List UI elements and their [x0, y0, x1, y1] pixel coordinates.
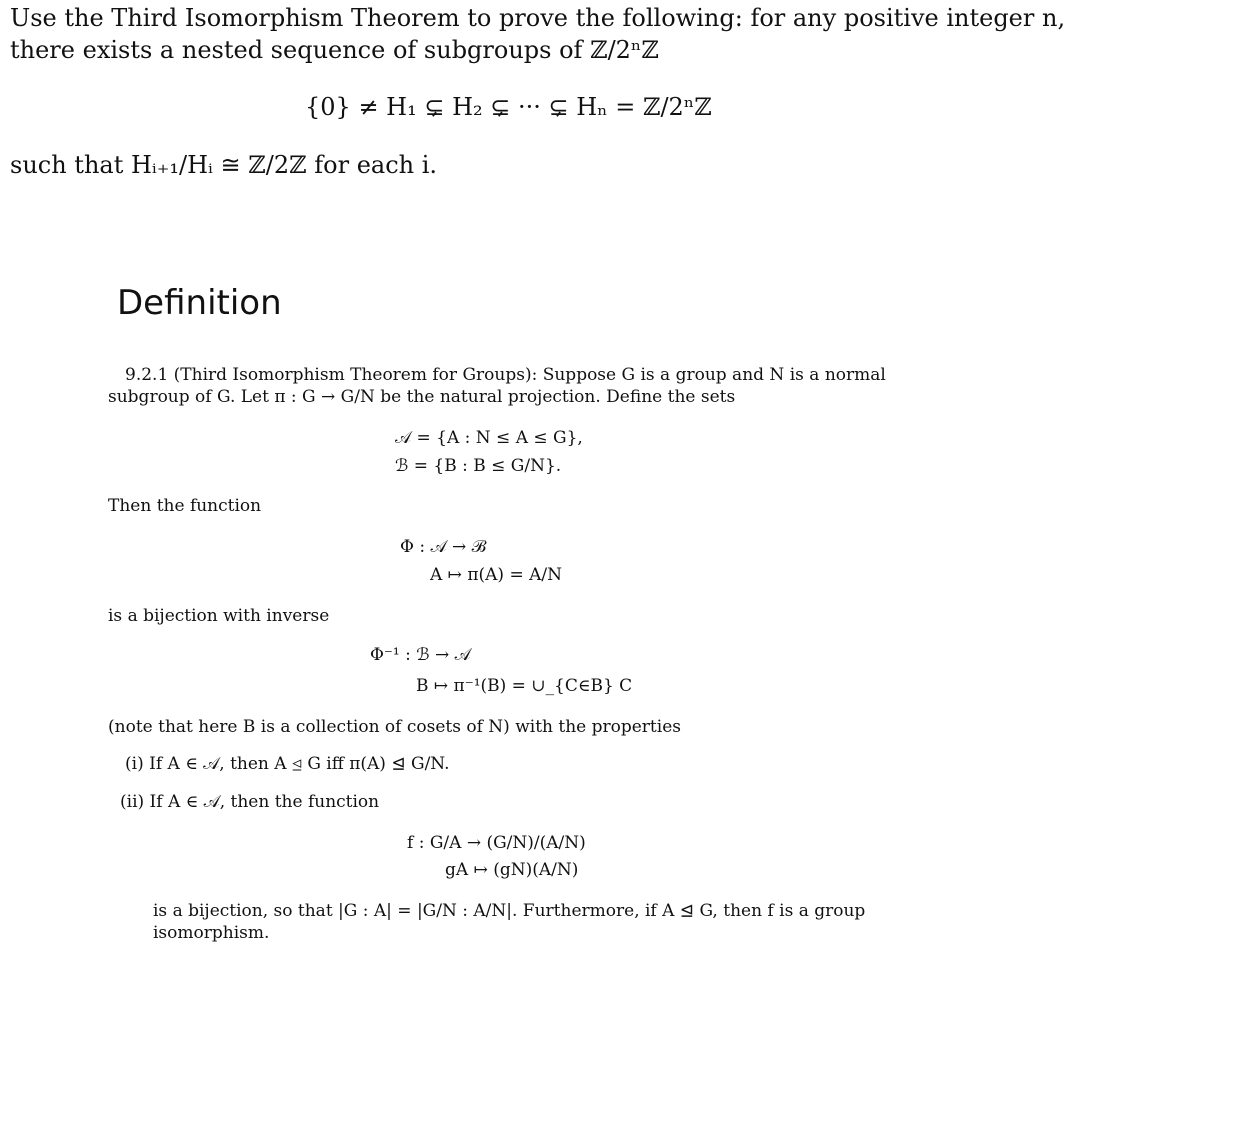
phi-inverse-map-rule: B ↦ π⁻¹(B) = ∪_{C∈B} C — [416, 676, 633, 696]
property-i: (i) If A ∈ 𝒜, then A ⊴ G iff π(A) ⊴ G/N. — [125, 754, 450, 774]
phi-map-rule: A ↦ π(A) = A/N — [430, 565, 562, 585]
f-map-domain: f : G/A → (G/N)/(A/N) — [407, 833, 586, 853]
problem-line-3: such that Hᵢ₊₁/Hᵢ ≅ ℤ/2ℤ for each i. — [10, 151, 438, 179]
theorem-intro-line-2: subgroup of G. Let π : G → G/N be the natural projection. Define the sets — [108, 387, 736, 407]
conclusion-line-1: is a bijection, so that |G : A| = |G/N : A/N|. Furthermore, if A ⊴ G, then f is a group — [153, 901, 866, 921]
set-b-definition: ℬ = {B : B ≤ G/N}. — [395, 456, 562, 476]
phi-inverse-map-domain: Φ⁻¹ : ℬ → 𝒜 — [370, 645, 471, 665]
bijection-inverse-text: is a bijection with inverse — [108, 606, 330, 626]
set-a-definition: 𝒜 = {A : N ≤ A ≤ G}, — [395, 428, 583, 448]
subgroup-chain-equation: {0} ≠ H₁ ⊊ H₂ ⊊ ··· ⊊ Hₙ = ℤ/2ⁿℤ — [305, 93, 712, 121]
problem-line-2: there exists a nested sequence of subgroups of ℤ/2ⁿℤ — [10, 36, 659, 64]
conclusion-line-2: isomorphism. — [153, 923, 270, 943]
definition-heading: Definition — [117, 283, 282, 323]
problem-line-1: Use the Third Isomorphism Theorem to prove the following: for any positive integer n, — [10, 4, 1066, 32]
f-map-rule: gA ↦ (gN)(A/N) — [445, 860, 579, 880]
theorem-intro-line-1: 9.2.1 (Third Isomorphism Theorem for Groups): Suppose G is a group and N is a normal — [125, 365, 886, 385]
property-ii: (ii) If A ∈ 𝒜, then the function — [120, 792, 380, 812]
cosets-note: (note that here B is a collection of cosets of N) with the properties — [108, 717, 681, 737]
phi-map-domain: Φ : 𝒜 → ℬ — [400, 537, 486, 557]
then-the-function-text: Then the function — [108, 496, 262, 516]
